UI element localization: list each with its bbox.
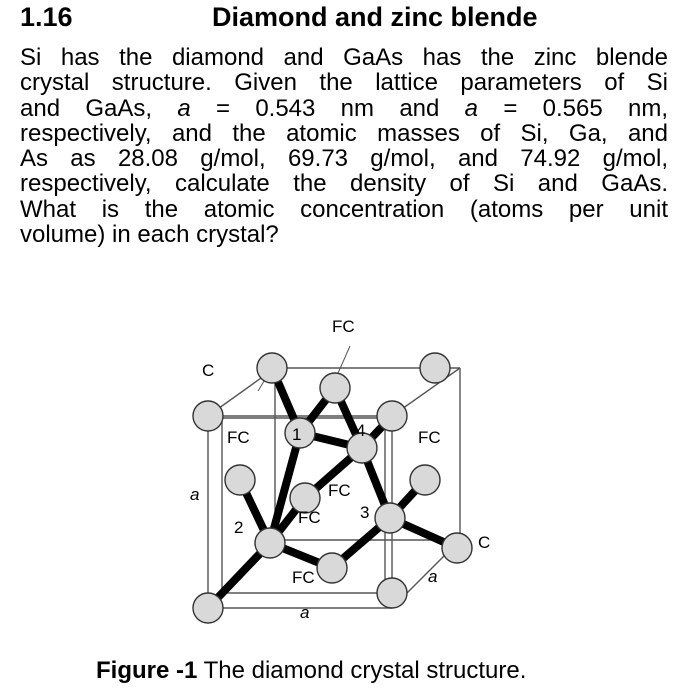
atom-number-label: 4 xyxy=(356,421,366,440)
problem-title: Diamond and zinc blende xyxy=(212,2,538,32)
atom xyxy=(410,465,440,495)
atom xyxy=(375,503,405,533)
face-center-label: FC xyxy=(332,318,355,336)
face-center-label: FC xyxy=(292,568,315,587)
atom xyxy=(225,465,255,495)
lattice-symbol: a xyxy=(177,94,191,122)
atom xyxy=(317,553,347,583)
atom xyxy=(193,401,223,431)
atom xyxy=(377,578,407,608)
face-center-label: FC xyxy=(227,428,250,447)
statement-line: respectively, calculate the density of Si and GaAs. xyxy=(20,170,668,198)
figure-caption-label: Figure -1 xyxy=(96,657,198,684)
atom xyxy=(320,373,350,403)
statement-line: respectively, and the atomic masses of Si, Ga, and xyxy=(20,119,668,147)
face-center-label: FC xyxy=(328,481,351,500)
problem-number: 1.16 xyxy=(20,2,73,32)
statement-line: and GaAs, a = 0.543 nm and a = 0.565 nm, xyxy=(20,94,668,122)
corner-label: C xyxy=(202,361,215,380)
atom xyxy=(257,353,287,383)
diamond-structure-figure xyxy=(170,318,510,638)
atom xyxy=(193,593,223,623)
corner-label: C xyxy=(478,533,491,552)
problem-statement xyxy=(20,45,668,247)
face-center-label: FC xyxy=(298,508,321,527)
statement-line: crystal structure. Given the lattice parameters of Si xyxy=(20,69,668,97)
lattice-symbol: a xyxy=(464,94,479,122)
statement-line: What is the atomic concentration (atoms per unit xyxy=(20,195,668,223)
edge-length-label: a xyxy=(190,485,200,504)
atom-number-label: 2 xyxy=(234,518,244,537)
atom xyxy=(255,528,285,558)
atom xyxy=(420,353,450,383)
statement-line: As as 28.08 g/mol, 69.73 g/mol, and 74.92 g/mol, xyxy=(20,145,668,173)
face-center-label: FC xyxy=(418,428,441,447)
atom-number-label: 3 xyxy=(360,503,370,522)
edge-length-label: a xyxy=(428,567,438,586)
figure-caption-text: The diamond crystal structure. xyxy=(203,657,527,684)
figure-caption xyxy=(96,657,526,685)
atom-number-label: 1 xyxy=(292,425,302,444)
statement-line: volume) in each crystal? xyxy=(20,221,279,249)
atom xyxy=(377,401,407,431)
atom xyxy=(442,533,472,563)
statement-line: Si has the diamond and GaAs has the zinc blende xyxy=(20,44,668,71)
edge-length-label: a xyxy=(300,603,310,622)
diamond-structure-diagram xyxy=(170,318,510,638)
